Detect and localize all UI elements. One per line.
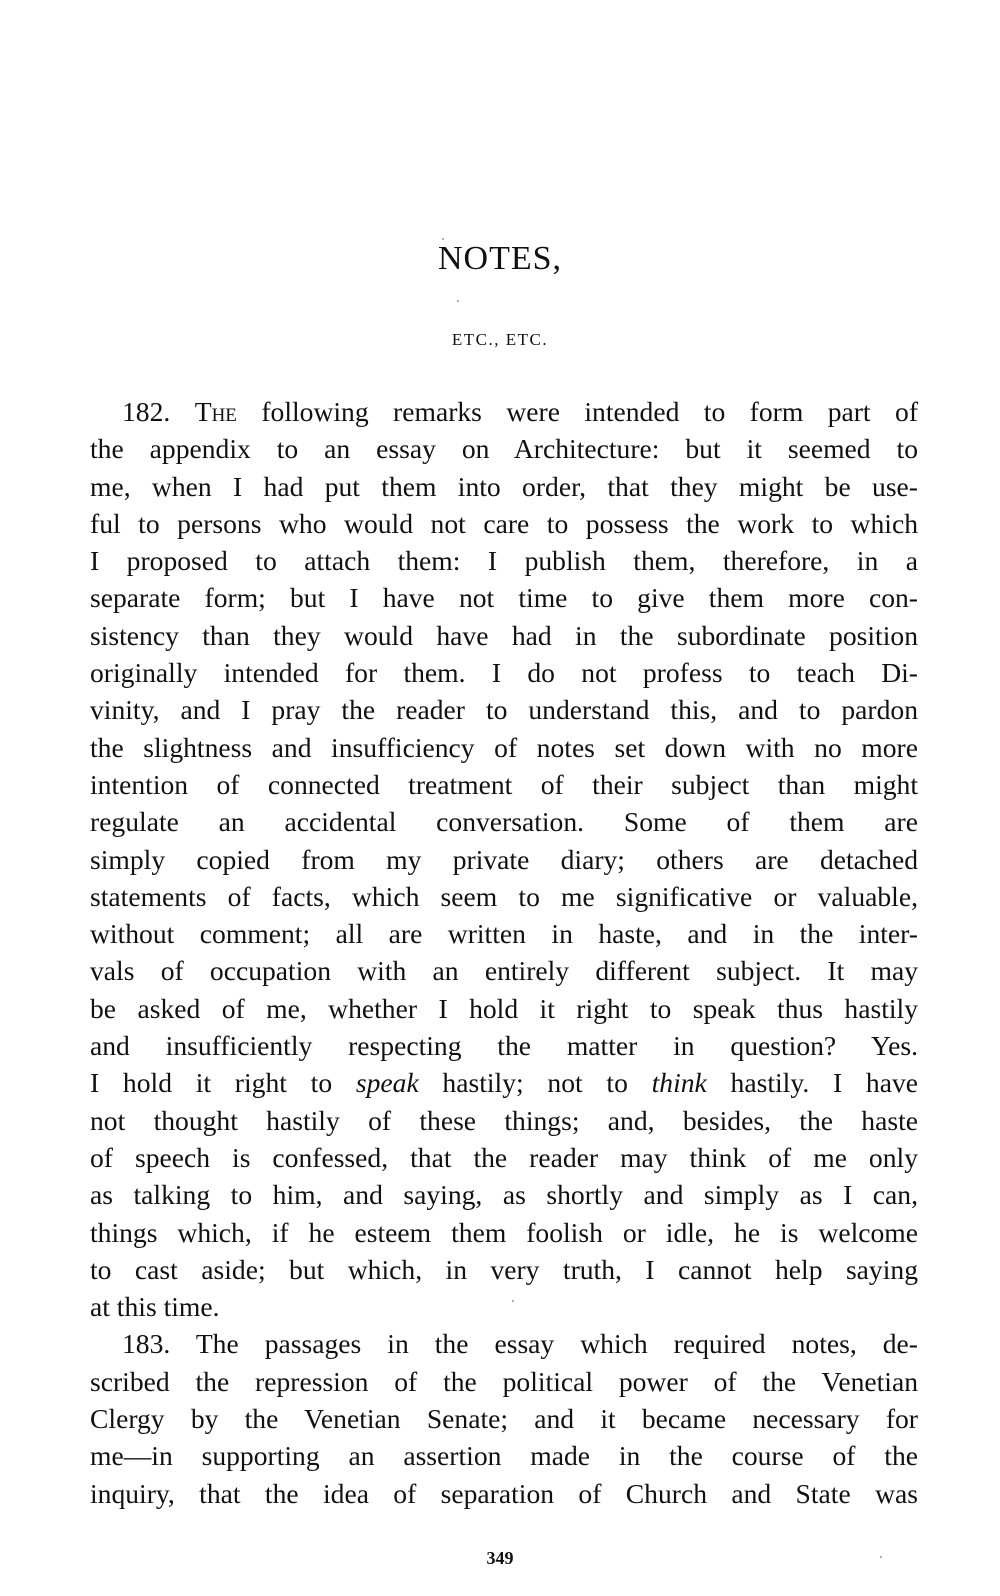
body-text: [90, 393, 918, 1512]
text-line-italic: I hold it right to speak hastily; not to think hastily. I have: [90, 1067, 918, 1099]
speck: [442, 238, 444, 240]
text-line: I proposed to attach them: I publish them, therefore, in a: [90, 545, 918, 577]
text-line: as talking to him, and saying, as shortly and simply as I can,: [90, 1179, 918, 1211]
page-subtitle: ETC., ETC.: [451, 330, 549, 349]
text-line: ful to persons who would not care to possess the work to which: [90, 507, 918, 539]
text-line: me, when I had put them into order, that they might be use-: [90, 470, 918, 502]
speck: [512, 1300, 514, 1302]
text-line: of speech is confessed, that the reader may think of me only: [90, 1141, 918, 1173]
paragraph-182: [90, 393, 918, 1325]
page-number: 349: [486, 1548, 514, 1568]
paragraph-number: 183.: [122, 1328, 171, 1360]
text-line: inquiry, that the idea of separation of Church and State was: [90, 1477, 918, 1509]
text-line: simply copied from my private diary; others are detached: [90, 843, 918, 875]
emphasis-speak: speak: [355, 1067, 419, 1099]
text-line: me—in supporting an assertion made in the course of the: [90, 1440, 918, 1472]
text-line: scribed the repression of the political power of the Venetian: [90, 1365, 918, 1397]
text-line: the slightness and insufficiency of notes set down with no more: [90, 731, 918, 763]
text-line: regulate an accidental conversation. Some of them are: [90, 806, 918, 838]
speck: [457, 300, 459, 302]
paragraph-183: [90, 1325, 918, 1511]
emphasis-think: think: [651, 1067, 707, 1099]
text-line: 183. The passages in the essay which required notes, de-: [122, 1328, 918, 1360]
text-line: vals of occupation with an entirely different subject. It may: [90, 955, 918, 987]
text-line: 182. The following remarks were intended to form part of: [122, 396, 919, 427]
text-line: at this time.: [90, 1291, 220, 1323]
text-line: without comment; all are written in haste, and in the inter-: [90, 918, 918, 950]
text-line: Clergy by the Venetian Senate; and it became necessary for: [90, 1403, 918, 1435]
page-title: NOTES,: [437, 240, 563, 277]
text-line: sistency than they would have had in the subordinate position: [90, 619, 918, 651]
text-line: to cast aside; but which, in very truth, I cannot help saying: [90, 1253, 918, 1285]
text-line: not thought hastily of these things; and, besides, the haste: [90, 1104, 918, 1136]
text-line: intention of connected treatment of their subject than might: [90, 768, 918, 800]
lead-word: The: [194, 396, 237, 427]
paragraph-number: 182.: [122, 396, 171, 427]
text-line: the appendix to an essay on Architecture: but it seemed to: [90, 433, 918, 465]
text-line: statements of facts, which seem to me significative or valuable,: [90, 880, 918, 912]
text-line: and insufficiently respecting the matter in question? Yes.: [90, 1030, 918, 1062]
speck: [880, 1556, 882, 1558]
text-line: be asked of me, whether I hold it right to speak thus hastily: [90, 992, 918, 1024]
text-line: vinity, and I pray the reader to understand this, and to pardon: [90, 694, 918, 726]
text-line: originally intended for them. I do not profess to teach Di-: [90, 657, 918, 689]
text-line: things which, if he esteem them foolish or idle, he is welcome: [90, 1216, 918, 1248]
text-line: separate form; but I have not time to give them more con-: [90, 582, 918, 614]
